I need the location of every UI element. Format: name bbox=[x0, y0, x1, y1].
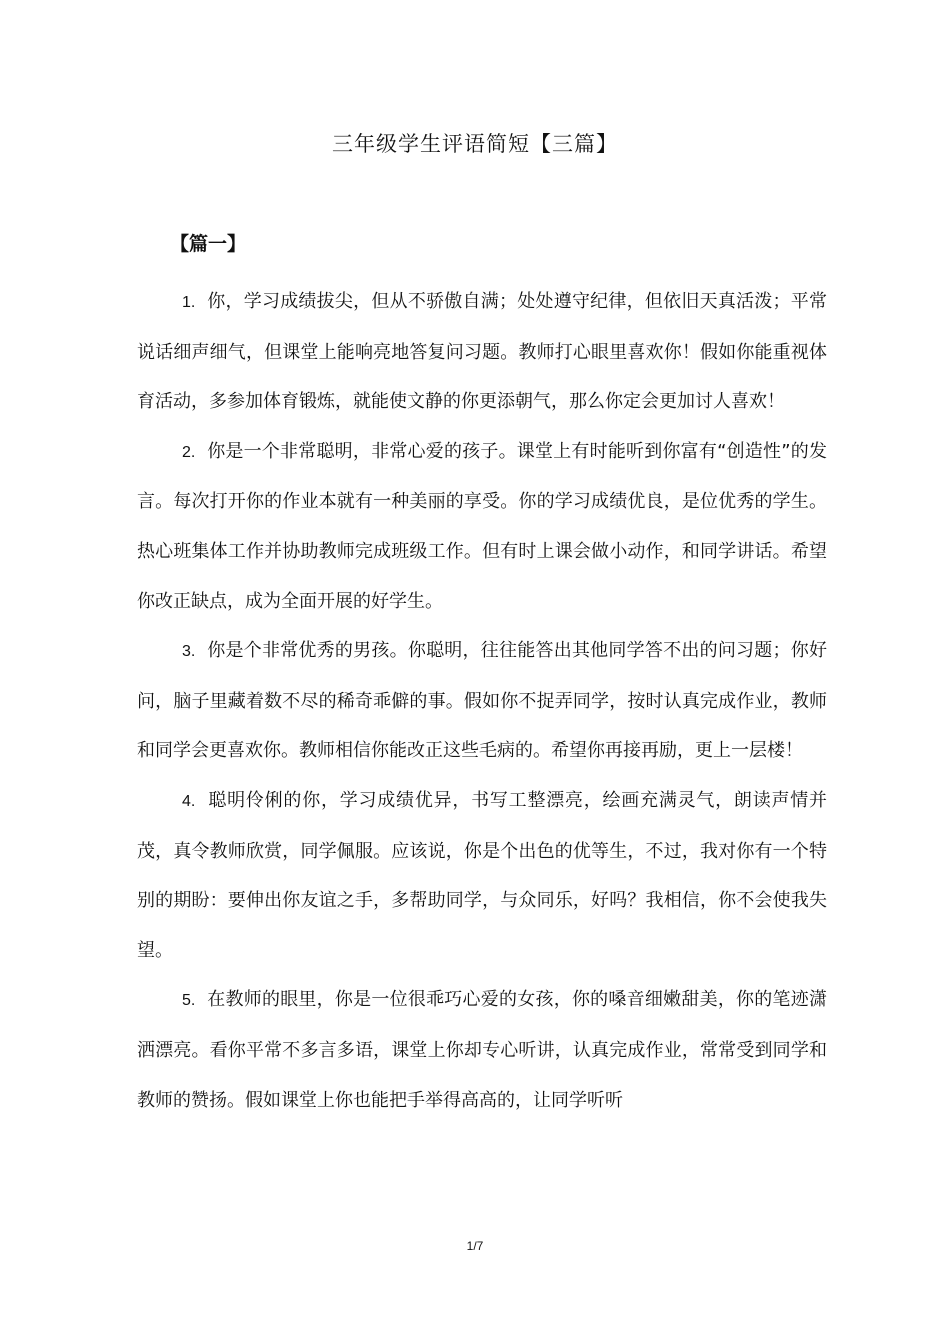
paragraph bbox=[137, 776, 827, 975]
paragraph-text: 在教师的眼里，你是一位很乖巧心爱的女孩，你的嗓音细嫩甜美，你的笔迹潇洒漂亮。看你平常不多言多语，课堂上你却专心听讲，认真完成作业，常常受到同学和教师的赞扬。假如课堂上你也能把手举得高高的，让同学听听 bbox=[137, 989, 827, 1111]
paragraph-text: 你是一个非常聪明，非常心爱的孩子。课堂上有时能听到你富有“创造性”的发言。每次打开你的作业本就有一种美丽的享受。你的学习成绩优良，是位优秀的学生。热心班集体工作并协助教师完成班级工作。但有时上课会做小动作，和同学讲话。希望你改正缺点，成为全面开展的好学生。 bbox=[137, 440, 827, 612]
paragraph bbox=[137, 626, 827, 776]
section-heading: 【篇一】 bbox=[170, 233, 247, 255]
paragraph bbox=[137, 975, 827, 1125]
paragraph-number: 3. bbox=[182, 643, 196, 661]
document-title: 三年级学生评语简短【三篇】 bbox=[332, 132, 618, 156]
paragraph-text: 你是个非常优秀的男孩。你聪明，往往能答出其他同学答不出的问习题；你好问，脑子里藏着数不尽的稀奇乖僻的事。假如你不捉弄同学，按时认真完成作业，教师和同学会更喜欢你。教师相信你能改正这些毛病的。希望你再接再励，更上一层楼！ bbox=[137, 640, 827, 762]
paragraph-number: 2. bbox=[182, 443, 196, 461]
paragraph bbox=[137, 427, 827, 626]
paragraph bbox=[137, 277, 827, 427]
paragraph-text: 你，学习成绩拔尖，但从不骄傲自满；处处遵守纪律，但依旧天真活泼；平常说话细声细气，但课堂上能响亮地答复问习题。教师打心眼里喜欢你！假如你能重视体育活动，多参加体育锻炼，就能使文静的你更添朝气，那么你定会更加讨人喜欢！ bbox=[137, 291, 827, 413]
page-number: 1/7 bbox=[466, 1239, 484, 1253]
paragraph-number: 4. bbox=[182, 792, 196, 810]
paragraph-number: 5. bbox=[182, 992, 196, 1010]
document-body bbox=[137, 277, 827, 1125]
paragraph-number: 1. bbox=[182, 294, 196, 311]
paragraph-text: 聪明伶俐的你，学习成绩优异，书写工整漂亮，绘画充满灵气，朗读声情并茂，真令教师欣赏，同学佩服。应该说，你是个出色的优等生，不过，我对你有一个特别的期盼：要伸出你友谊之手，多帮助同学，与众同乐，好吗？我相信，你不会使我失望。 bbox=[137, 789, 828, 961]
